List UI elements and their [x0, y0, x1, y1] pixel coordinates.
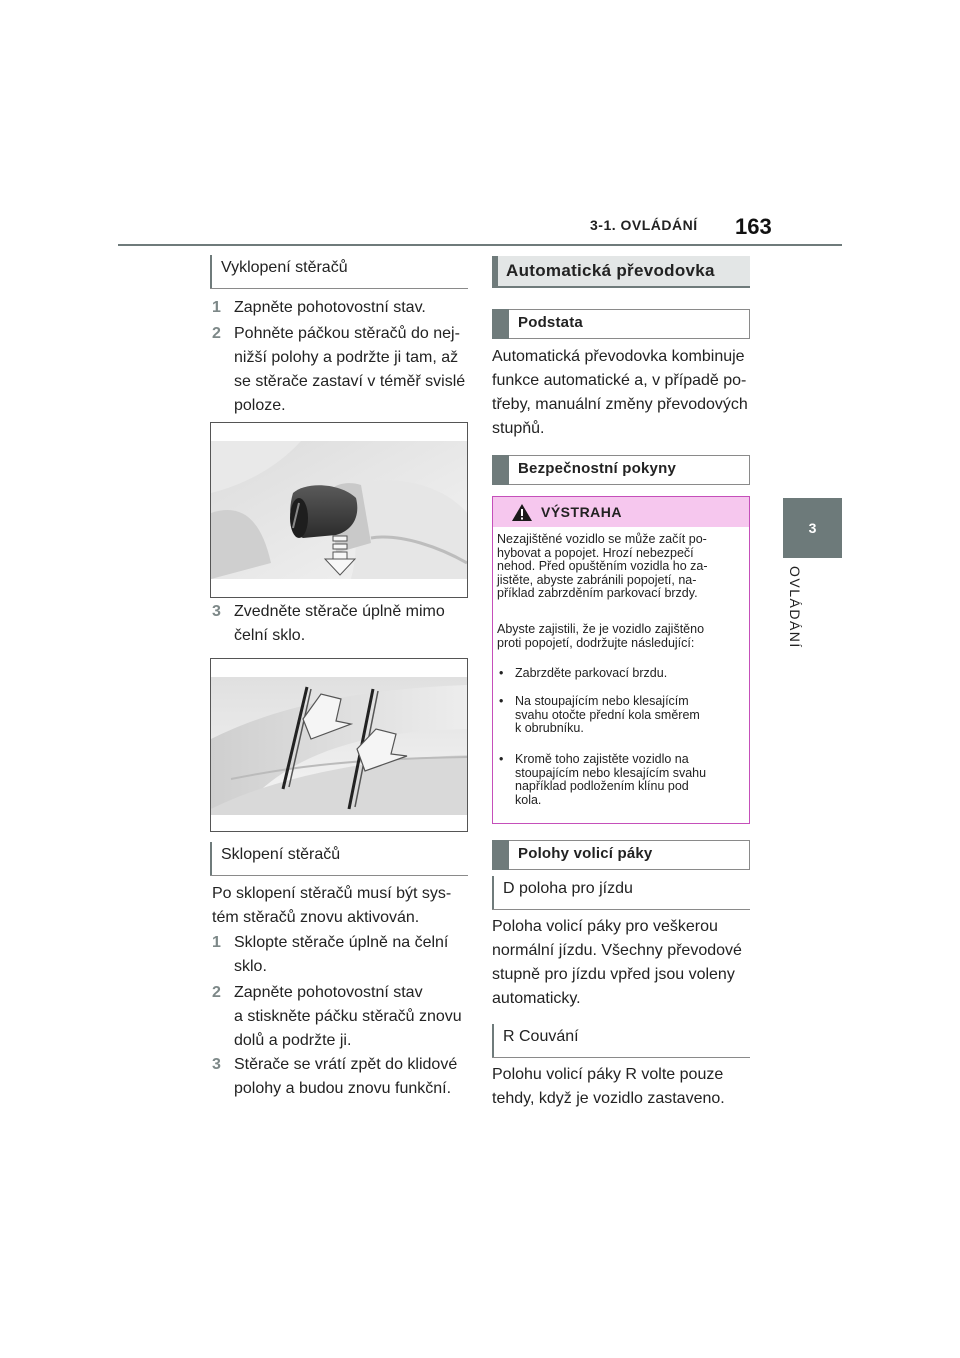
drive-position-text: Poloha volicí páky pro veškerou normální jízdu. Všechny převodové stupně pro jízdu vpřed jsou voleny automaticky.: [492, 918, 742, 1007]
figure-wipers-raised: [210, 658, 468, 832]
wipers-raised-illustration: [211, 659, 467, 831]
step-1-fold-in: 1 Sklopte stěrače úplně na čelní sklo.: [212, 934, 449, 975]
heading-fold-out: Vyklopení stěračů: [210, 255, 468, 289]
warning-paragraph-2: Abyste zajistili, že je vozidlo zajištěno proti popojetí, dodržujte následující:: [497, 622, 705, 650]
page-number: 163: [735, 214, 772, 239]
step-2-fold-out: 2 Pohněte páčkou stěračů do nej- nižší polohy a podržte ji tam, až se stěrače zastaví v téměř svislé poloze.: [212, 325, 466, 414]
warning-triangle-icon: [511, 503, 533, 522]
heading-automatic-transmission: Automatická převodovka: [492, 256, 750, 288]
heading-safety: Bezpečnostní pokyny: [492, 455, 750, 485]
reverse-text: Polohu volicí páky R volte pouze tehdy, když je vozidlo zastaveno.: [492, 1066, 725, 1107]
warning-header: [493, 497, 749, 527]
header-rule: [118, 244, 842, 246]
step-1-fold-out: 1 Zapněte pohotovostní stav.: [212, 299, 426, 316]
section-title: 3-1. OVLÁDÁNÍ: [590, 217, 698, 233]
figure-wiper-lever: [210, 422, 468, 598]
chapter-tab-label: OVLÁDÁNÍ: [787, 566, 803, 649]
heading-principle: Podstata: [492, 309, 750, 339]
heading-fold-in: Sklopení stěračů: [210, 842, 468, 876]
heading-selector-positions: Polohy volicí páky: [492, 840, 750, 870]
step-2-fold-in: 2 Zapněte pohotovostní stav a stiskněte páčku stěračů znovu dolů a podržte ji.: [212, 984, 462, 1049]
warning-bullet-2: • Na stoupajícím nebo klesajícím svahu otočte přední kola směrem k obrubníku.: [499, 694, 700, 735]
step-3-fold-out: 3 Zvedněte stěrače úplně mimo čelní sklo.: [212, 603, 445, 644]
warning-bullet-1: • Zabrzděte parkovací brzdu.: [499, 666, 668, 680]
warning-paragraph-1: Nezajištěné vozidlo se může začít po- hybovat a popojet. Hrozí nebezpečí nehod. Před opuštěním vozidla ho za- jistěte, abyste zabránili popojetí, na- příklad zabrzděním parkovací brzdy.: [497, 532, 708, 600]
principle-text: Automatická převodovka kombinuje funkce automatické a, v případě po- třeby, manuální změny převodových stupňů.: [492, 348, 748, 437]
warning-title: VÝSTRAHA: [541, 504, 623, 520]
warning-bullet-3: • Kromě toho zajistěte vozidlo na stoupajícím nebo klesajícím svahu například podložením klínu pod kola.: [499, 752, 707, 807]
chapter-number: 3: [808, 520, 817, 536]
heading-drive-position: D poloha pro jízdu: [492, 876, 750, 910]
heading-reverse: R Couvání: [492, 1024, 750, 1058]
wiper-lever-illustration: [211, 423, 467, 597]
chapter-tab: [783, 498, 842, 558]
warning-box: [492, 496, 750, 824]
fold-in-intro: Po sklopení stěračů musí být sys- tém stěračů znovu aktivován.: [212, 885, 452, 926]
step-3-fold-in: 3 Stěrače se vrátí zpět do klidové polohy a budou znovu funkční.: [212, 1056, 458, 1097]
